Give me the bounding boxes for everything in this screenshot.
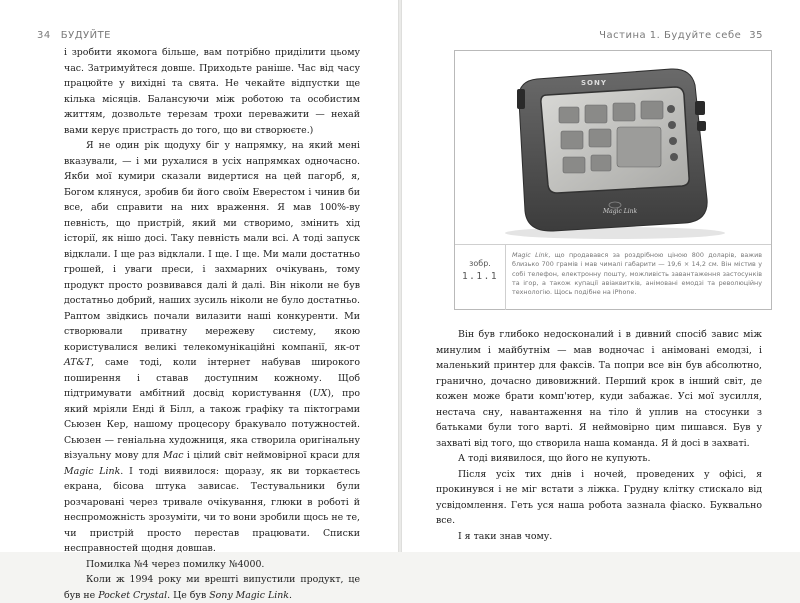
device-brand-label: SONY <box>581 79 607 87</box>
device-photo <box>475 61 751 241</box>
figure-box <box>454 50 772 310</box>
text-run: . <box>288 589 292 601</box>
text-run: І я таки знав чому. <box>458 530 553 542</box>
text-run: Після усіх тих днів і ночей, проведених у офісі, я прокинувся і не міг встати з ліжка. Грудну клітку стискало від усвідомлення. Геть уся наша робота зазнала фіаско. Буквально все. <box>436 468 762 526</box>
left-running-head <box>37 30 111 41</box>
paragraph <box>436 467 762 529</box>
text-run: Помилка №4 через помилку №4000. <box>86 558 265 570</box>
text-run: і зробити якомога більше, вам потрібно приділити цьому час. Затримуйтеся довше. Приходьте раніше. Час від часу працюйте у вихідні та свята. Не чекайте відпустки ще кілька місяців. Балансуючи між роботою та особистим життям, дозвольте терезам трохи переважити — нехай вами керує пристрасть до того, що ви створюєте.) <box>64 47 360 136</box>
italic-term: Magic Link <box>512 251 549 259</box>
figure-number: 1.1.1 <box>461 271 499 282</box>
right-running-title: Частина 1. Будуйте себе <box>599 30 742 41</box>
text-run: Він був глибоко недосконалий і в дивний спосіб завис між минулим і майбутнім — мав водночас і анімовані емодзі, і маленький принтер для факсів. Та попри все він був абсолютно, гранично, дочасно дивовижний. Перший крок в інший світ, де кожен може брати комп'ютер, куди забажає. Усі мої зусилля, нестача сну, навантаження на тіло й уплив на стосунки з батьками були того варті. Я неймовірно цим пишався. Був у захваті від того, що створила наша команда. Я й досі в захваті. <box>436 329 762 449</box>
text-run: Я не один рік щодуху біг у напрямку, на який мені вказували, — і ми рухалися в усіх напрямках одночасно. Якби мої кумири сказали видертися на цей пагорб, я, Богом клянуся, зробив би його своїм Еверестом і чинив би все, аби справити на них враження. Я мав 100%-ву певність, що пристрій, який ми створимо, змінить хід історії, як нішо досі. Таку певність мали всі. А тоді запуск відклали. І ще раз відклали. І ще. І ще. Ми мали достатньо грошей, і уваги преси, і захмарних очікувань, тому продукт просто розвивався далі й далі. Він ніколи не був достатньо добрий, наших зусиль ніколи не було достатньо. Раптом звідкись почали вилазити наші конкуренти. Ми створювали приватну мережеву систему, якою користувалися великі телекомунікаційні компанії, як-от <box>64 140 360 353</box>
left-page-number: 34 <box>37 30 51 41</box>
left-page <box>0 0 398 601</box>
right-body-text <box>436 327 762 544</box>
figure-caption <box>512 251 762 297</box>
paragraph <box>436 451 762 467</box>
italic-term: Magic Link <box>64 465 121 477</box>
figure-label-text: зобр. <box>469 259 491 268</box>
paragraph <box>436 327 762 451</box>
italic-term: Pocket Crystal <box>98 589 168 601</box>
italic-term: Mac <box>163 450 184 461</box>
text-run: А тоді виявилося, що його не купують. <box>458 453 651 464</box>
paragraph <box>436 529 762 545</box>
text-run: Коли ж 1994 року ми врешті випустили продукт, це був не <box>64 574 360 601</box>
figure-label <box>455 245 506 310</box>
text-run: , що продавався за роздрібною ціною 800 доларів, важив близько 700 грамів і мав чималі габарити — 19,6 × 14,2 см. Він містив у собі телефон, електронну пошту, можливість завантаження застосунків та ігор, а також купації авіаквитків, анімовані емодзі та революційну технологію. Щось подібне на iPhone. <box>512 251 762 297</box>
right-running-head <box>599 30 763 41</box>
text-run: , саме тоді, коли інтернет набував широкого поширення і ставав доступним кожному. Щоб підтримувати амбітний досвід користування ( <box>64 357 360 399</box>
paragraph <box>64 138 360 557</box>
left-body-text <box>64 45 360 603</box>
right-page <box>402 0 800 552</box>
paragraph <box>64 557 360 573</box>
italic-term: AT&T <box>64 357 92 368</box>
paragraph <box>64 45 360 138</box>
paragraph <box>64 572 360 603</box>
right-page-number: 35 <box>749 30 763 41</box>
text-run: . Це був <box>167 589 210 601</box>
left-running-title: БУДУЙТЕ <box>60 30 112 41</box>
figure-caption-row <box>455 244 771 310</box>
text-run: і цілий світ неймовірної краси для <box>183 450 360 461</box>
device-model-label: Magic Link <box>603 208 638 215</box>
italic-term: Sony Magic Link <box>209 589 289 601</box>
text-run: ), про який мріяли Енді й Білл, а також графіку та піктограми Сьюзен Кер, нашому процесору бракувало потужностей. Сьюзен — геніальна художниця, яка створила оригінальну візуальну мову для <box>64 388 360 461</box>
device-illustration <box>475 61 751 241</box>
text-run: . І тоді виявилося: щоразу, як ви торкаєтесь екрана, бісова штука зависає. Тестувальники були розчаровані через тривале очікування, глюки в роботі й неспроможність зрозуміти, чи то вони зробили щось не те, чи пристрій просто перестав працювати. Списки несправностей щодня довшав. <box>64 465 360 554</box>
italic-term: UX <box>312 388 328 399</box>
